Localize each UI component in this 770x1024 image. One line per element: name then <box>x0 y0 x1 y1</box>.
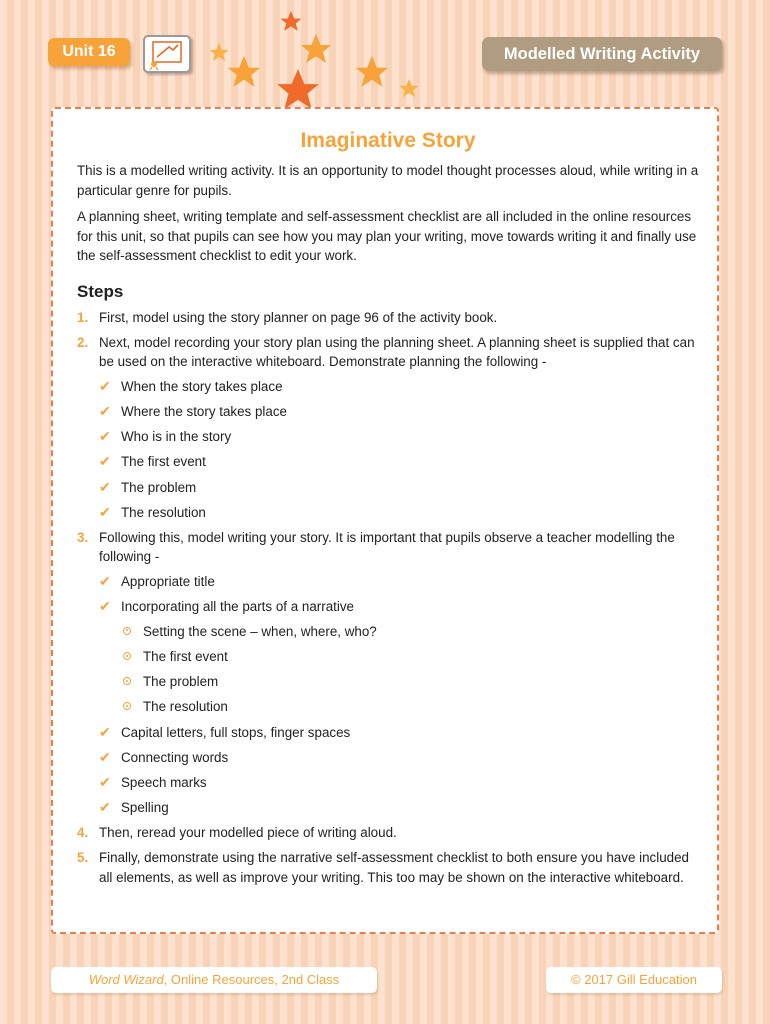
checklist-item <box>99 572 699 592</box>
checklist-item <box>99 597 699 717</box>
step-item <box>77 528 699 818</box>
check-icon: ✔ <box>99 402 111 419</box>
intro-paragraph: A planning sheet, writing template and self-assessment checklist are all included in the online resources for this unit, so that pupils can see how you may plan your writing, move towards writing it and finally use the self-assessment checklist to edit your work. <box>77 209 697 264</box>
step-text: First, model using the story planner on page 96 of the activity book. <box>99 309 498 325</box>
star-icon <box>301 34 331 63</box>
checklist-item-text: The problem <box>121 479 197 495</box>
check-icon: ✔ <box>99 453 111 470</box>
step-number: 4. <box>77 825 89 841</box>
star-icon <box>277 69 319 109</box>
checklist-item <box>99 427 699 447</box>
check-icon: ✔ <box>99 748 111 765</box>
checklist-item <box>99 402 699 422</box>
checklist-item-text: When the story takes place <box>121 378 283 394</box>
stars-decoration <box>195 5 435 110</box>
steps-heading: Steps <box>77 281 124 301</box>
sub-bullet-list <box>121 622 699 717</box>
checklist-item-text: Capital letters, full stops, finger spaces <box>121 724 351 740</box>
sub-bullet-text: The resolution <box>143 699 228 715</box>
footer-copyright: © 2017 Gill Education <box>546 967 722 993</box>
circle-bullet-icon <box>123 702 131 710</box>
series-details: , Online Resources, 2nd Class <box>163 972 340 987</box>
circle-bullet-icon <box>123 652 131 660</box>
sub-bullet-item <box>121 622 699 642</box>
sub-bullet-item <box>121 672 699 692</box>
steps-list <box>77 308 699 887</box>
checklist-item-text: Appropriate title <box>121 574 215 590</box>
checklist-item <box>99 377 699 397</box>
step-text: Next, model recording your story plan using the planning sheet. A planning sheet is supplied that can be used on the interactive whiteboard. Demonstrate planning the following - <box>99 334 695 370</box>
step-number: 1. <box>77 309 89 325</box>
checklist <box>99 377 699 523</box>
circle-bullet-icon <box>123 627 131 635</box>
whiteboard-icon <box>143 35 191 73</box>
checklist-item-text: Incorporating all the parts of a narrative <box>121 599 354 615</box>
step-text: Then, reread your modelled piece of writing aloud. <box>99 825 397 841</box>
sub-bullet-item <box>121 647 699 667</box>
checklist-item <box>99 748 699 768</box>
step-item <box>77 333 699 523</box>
star-icon <box>210 43 229 61</box>
sub-bullet-text: Setting the scene – when, where, who? <box>143 623 377 639</box>
sub-bullet-text: The first event <box>143 649 228 665</box>
checklist-item-text: Who is in the story <box>121 429 232 445</box>
checklist-item <box>99 503 699 523</box>
step-number: 2. <box>77 334 89 350</box>
checklist-item-text: Speech marks <box>121 774 207 790</box>
check-icon: ✔ <box>99 799 111 816</box>
check-icon: ✔ <box>99 377 111 394</box>
series-name: Word Wizard <box>88 972 164 987</box>
check-icon: ✔ <box>99 503 111 520</box>
intro-paragraph: This is a modelled writing activity. It is an opportunity to model thought processes aloud, while writing in a particular genre for pupils. <box>77 163 699 198</box>
activity-type-badge: Modelled Writing Activity <box>482 37 722 71</box>
star-icon <box>400 79 419 97</box>
step-text: Following this, model writing your story. It is important that pupils observe a teacher modelling the following - <box>99 529 675 565</box>
checklist-item <box>99 723 699 743</box>
sub-bullet-item <box>121 697 699 717</box>
circle-bullet-icon <box>123 677 131 685</box>
check-icon: ✔ <box>99 598 111 615</box>
checklist-item-text: Connecting words <box>121 749 229 765</box>
check-icon: ✔ <box>99 723 111 740</box>
step-item <box>77 823 699 843</box>
checklist-item <box>99 478 699 498</box>
page-title: Imaginative Story <box>300 129 476 152</box>
checklist-item-text: Where the story takes place <box>121 403 287 419</box>
star-icon <box>356 56 388 87</box>
content-card <box>51 107 719 934</box>
check-icon: ✔ <box>99 478 111 495</box>
step-number: 3. <box>77 529 89 545</box>
step-number: 5. <box>77 849 89 865</box>
step-item <box>77 308 699 328</box>
checklist <box>99 572 699 818</box>
checklist-item-text: Spelling <box>121 800 169 816</box>
star-icon <box>228 56 260 87</box>
footer-series-label <box>51 967 377 993</box>
unit-badge: Unit 16 <box>48 38 130 66</box>
checklist-item <box>99 452 699 472</box>
checklist-item-text: The resolution <box>121 504 206 520</box>
check-icon: ✔ <box>99 773 111 790</box>
check-icon: ✔ <box>99 573 111 590</box>
sub-bullet-text: The problem <box>143 674 219 690</box>
step-item <box>77 848 699 887</box>
star-icon <box>281 11 302 31</box>
checklist-item-text: The first event <box>121 454 206 470</box>
step-text: Finally, demonstrate using the narrative self-assessment checklist to both ensure you have included all elements, as well as improve your writing. This too may be shown on the interactive whiteboard. <box>99 849 689 885</box>
checklist-item <box>99 773 699 793</box>
checklist-item <box>99 798 699 818</box>
check-icon: ✔ <box>99 428 111 445</box>
